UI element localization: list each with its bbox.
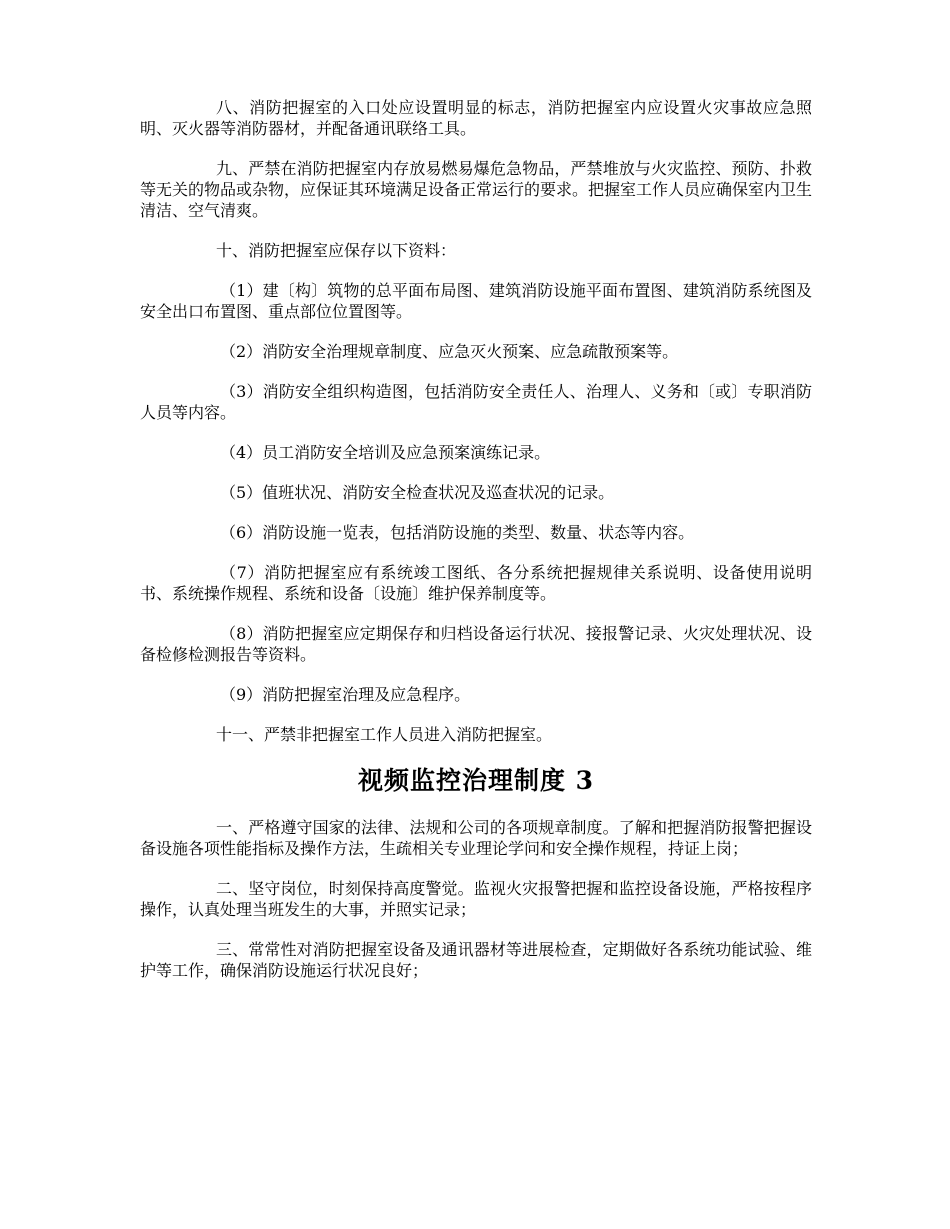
list-item: （1）建〔构〕筑物的总平面布局图、建筑消防设施平面布置图、建筑消防系统图及安全出口布置图、重点部位位置图等。 bbox=[140, 281, 812, 321]
paragraph-three: 三、常常性对消防把握室设备及通讯器材等进展检查，定期做好各系统功能试验、维护等工作，确保消防设施运行状况良好； bbox=[140, 940, 812, 980]
paragraph-eight: 八、消防把握室的入口处应设置明显的标志，消防把握室内应设置火灾事故应急照明、灭火器等消防器材，并配备通讯联络工具。 bbox=[140, 98, 812, 138]
paragraph-nine: 九、严禁在消防把握室内存放易燃易爆危急物品，严禁堆放与火灾监控、预防、扑救等无关的物品或杂物，应保证其环境满足设备正常运行的要求。把握室工作人员应确保室内卫生清洁、空气清爽。 bbox=[140, 159, 813, 220]
list-item: （8）消防把握室应定期保存和归档设备运行状况、接报警记录、火灾处理状况、设备检修检测报告等资料。 bbox=[140, 624, 812, 664]
list-item: （6）消防设施一览表，包括消防设施的类型、数量、状态等内容。 bbox=[220, 523, 695, 542]
section-title: 视频监控治理制度 3 bbox=[357, 766, 595, 795]
paragraph-ten: 十、消防把握室应保存以下资料： bbox=[216, 241, 457, 260]
list-item: （7）消防把握室应有系统竣工图纸、各分系统把握规律关系说明、设备使用说明书、系统操作规程、系统和设备〔设施〕维护保养制度等。 bbox=[140, 563, 812, 603]
list-item: （4）员工消防安全培训及应急预案演练记录。 bbox=[220, 443, 551, 462]
paragraph-two: 二、坚守岗位，时刻保持高度警觉。监视火灾报警把握和监控设备设施，严格按程序操作，认真处理当班发生的大事，并照实记录； bbox=[140, 879, 812, 919]
paragraph-eleven: 十一、严禁非把握室工作人员进入消防把握室。 bbox=[216, 725, 553, 744]
paragraph-one: 一、严格遵守国家的法律、法规和公司的各项规章制度。了解和把握消防报警把握设备设施各项性能指标及操作方法，生疏相关专业理论学问和安全操作规程，持证上岗； bbox=[140, 818, 812, 858]
list-item: （5）值班状况、消防安全检查状况及巡查状况的记录。 bbox=[220, 483, 615, 502]
list-item: （2）消防安全治理规章制度、应急灭火预案、应急疏散预案等。 bbox=[220, 342, 679, 361]
document-page bbox=[140, 97, 812, 1000]
list-item: （3）消防安全组织构造图，包括消防安全责任人、治理人、义务和〔或〕专职消防人员等内容。 bbox=[140, 382, 812, 422]
list-item: （9）消防把握室治理及应急程序。 bbox=[220, 685, 471, 704]
